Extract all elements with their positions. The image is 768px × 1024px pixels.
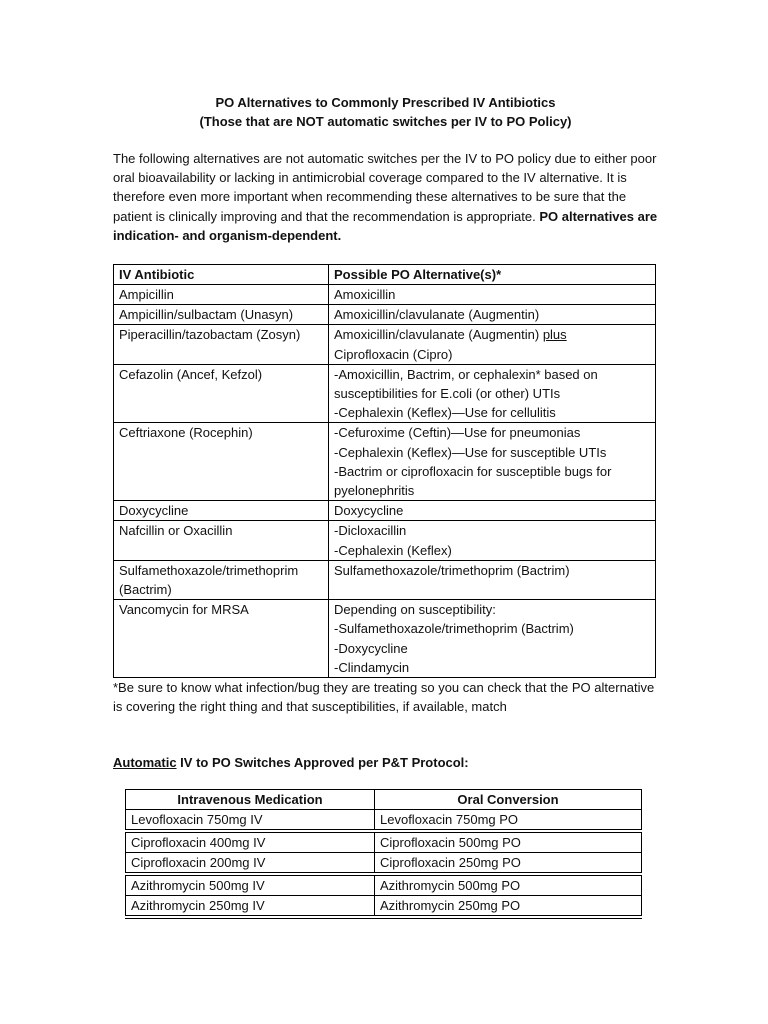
table-row [114, 285, 656, 305]
po-alternative-line: Doxycycline [334, 503, 404, 519]
footnote: *Be sure to know what infection/bug they are treating so you can check that the PO alternative is covering the right thing and that susceptibilities, if available, match [113, 680, 655, 715]
title-line-1: PO Alternatives to Commonly Prescribed IV Antibiotics [215, 95, 556, 110]
po-alternative-line: -Cephalexin (Keflex)—Use for susceptible UTIs [334, 444, 607, 460]
iv-antibiotic-cell: Cefazolin (Ancef, Kefzol) [114, 364, 329, 423]
iv-antibiotic-cell: Ampicillin/sulbactam (Unasyn) [114, 305, 329, 325]
oral-conversion-cell: Azithromycin 500mg PO [375, 874, 642, 896]
po-alternative-text: Amoxicillin/clavulanate (Augmentin) [334, 327, 543, 343]
header-po-alternatives: Possible PO Alternative(s)* [329, 265, 656, 285]
iv-antibiotic-cell: Ampicillin [114, 285, 329, 305]
po-alternative-line: -Sulfamethoxazole/trimethoprim (Bactrim) [334, 621, 574, 637]
po-alternative-cell [329, 285, 656, 305]
po-alternative-line: pyelonephritis [334, 483, 415, 499]
table-row [114, 364, 656, 423]
header-oral-conversion: Oral Conversion [375, 790, 642, 810]
po-alternative-line: -Doxycycline [334, 640, 408, 656]
table-row [114, 305, 656, 325]
po-alternative-line: -Cephalexin (Keflex) [334, 542, 452, 558]
oral-conversion-cell: Ciprofloxacin 250mg PO [375, 853, 642, 875]
po-alternative-line: -Cephalexin (Keflex)—Use for cellulitis [334, 405, 556, 421]
po-alternative-line: -Amoxicillin, Bactrim, or cephalexin* based on [334, 366, 598, 382]
po-alternative-line: Ciprofloxacin (Cipro) [334, 346, 453, 362]
automatic-switches-heading [113, 753, 658, 772]
oral-conversion-cell: Levofloxacin 750mg PO [375, 810, 642, 832]
table-row [126, 853, 642, 875]
table-row [126, 810, 642, 832]
heading-underlined-word: Automatic [113, 755, 177, 771]
po-alternative-line: Sulfamethoxazole/trimethoprim (Bactrim) [334, 562, 570, 578]
intravenous-medication-cell: Ciprofloxacin 400mg IV [126, 831, 375, 853]
table-row [126, 874, 642, 896]
title-line-2: (Those that are NOT automatic switches per IV to PO Policy) [199, 114, 572, 129]
intro-paragraph [113, 149, 658, 245]
po-alternative-cell [329, 423, 656, 501]
po-alternative-cell [329, 501, 656, 521]
intro-text: The following alternatives are not automatic switches per the IV to PO policy due to either poor oral bioavailability or lacking in antimicrobial coverage compared to the IV alternative. It is therefore even more important when recommending these alternatives to be sure that the patient is clinically improving and that the recommendation is appropriate. [113, 151, 657, 224]
oral-conversion-cell: Ciprofloxacin 500mg PO [375, 831, 642, 853]
table-row [114, 501, 656, 521]
table-row [114, 521, 656, 560]
table-header-row [126, 790, 642, 810]
po-alternative-line: Depending on susceptibility: [334, 602, 496, 618]
po-alternative-line: -Clindamycin [334, 659, 410, 675]
intravenous-medication-cell: Azithromycin 250mg IV [126, 896, 375, 918]
table-row [114, 600, 656, 678]
po-alternative-line: -Bactrim or ciprofloxacin for susceptible bugs for [334, 463, 612, 479]
intravenous-medication-cell: Levofloxacin 750mg IV [126, 810, 375, 832]
po-alternative-line: -Cefuroxime (Ceftin)—Use for pneumonias [334, 425, 581, 441]
po-alternative-line: -Dicloxacillin [334, 523, 407, 539]
po-alternative-cell [329, 560, 656, 599]
po-alternative-cell [329, 325, 656, 364]
oral-conversion-cell: Azithromycin 250mg PO [375, 896, 642, 918]
iv-antibiotic-cell: Vancomycin for MRSA [114, 600, 329, 678]
table-header-row [114, 265, 656, 285]
automatic-switch-table [125, 789, 642, 919]
po-alternative-line: Amoxicillin/clavulanate (Augmentin) [334, 307, 540, 323]
iv-antibiotic-cell: Sulfamethoxazole/trimethoprim (Bactrim) [114, 560, 329, 599]
po-alternative-cell [329, 364, 656, 423]
iv-antibiotic-cell: Doxycycline [114, 501, 329, 521]
po-alternative-cell [329, 521, 656, 560]
intravenous-medication-cell: Azithromycin 500mg IV [126, 874, 375, 896]
header-intravenous-medication: Intravenous Medication [126, 790, 375, 810]
po-alternative-cell [329, 600, 656, 678]
table-row [126, 831, 642, 853]
iv-antibiotic-cell: Ceftriaxone (Rocephin) [114, 423, 329, 501]
table-row [114, 560, 656, 599]
po-alternative-line [334, 325, 650, 344]
iv-antibiotic-cell: Piperacillin/tazobactam (Zosyn) [114, 325, 329, 364]
header-iv-antibiotic: IV Antibiotic [114, 265, 329, 285]
po-alternative-line: susceptibilities for E.coli (or other) UTIs [334, 386, 561, 402]
po-alternatives-table [113, 264, 656, 678]
document-page [113, 93, 658, 919]
po-alternative-cell [329, 305, 656, 325]
table-row [114, 423, 656, 501]
intravenous-medication-cell: Ciprofloxacin 200mg IV [126, 853, 375, 875]
table-row [126, 896, 642, 918]
iv-antibiotic-cell: Nafcillin or Oxacillin [114, 521, 329, 560]
table-row [114, 325, 656, 364]
heading-rest: IV to PO Switches Approved per P&T Protocol: [176, 755, 469, 771]
document-title [113, 93, 658, 131]
intro-bold-text: PO alternatives are indication- and organism-dependent. [113, 208, 658, 243]
po-alternative-underlined-text: plus [542, 327, 567, 343]
po-alternative-line: Amoxicillin [334, 287, 396, 303]
